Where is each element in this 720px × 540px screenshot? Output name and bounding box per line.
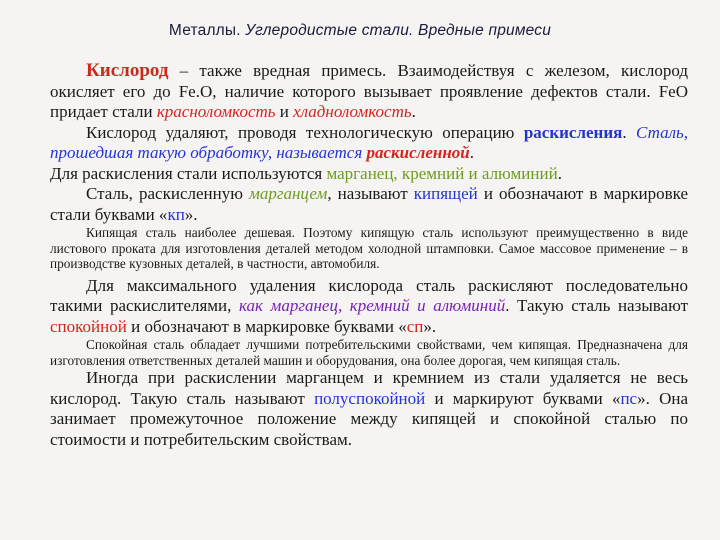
- term-sp: сп: [406, 316, 424, 336]
- title-main: Металлы.: [168, 22, 241, 39]
- term-deoxidation: раскисления: [523, 122, 623, 142]
- term-semikilled: полуспокойной: [314, 388, 426, 408]
- paragraph-deoxidation: Кислород удаляют, проводя технологическую операцию раскисления. Сталь, прошедшая такую обработку, называется раскисленной.: [50, 122, 688, 162]
- paragraph-deoxidizers: Для раскисления стали используются марганец, кремний и алюминий.: [50, 163, 562, 183]
- paragraph-killed-steel: Для максимального удаления кислорода сталь раскисляют последовательно такими раскислителями, как марганец, кремний и алюминий. Такую сталь называют спокойной и обозначают в маркировке буквами «сп».: [50, 275, 688, 336]
- term-rimmed: кипящей: [413, 184, 478, 203]
- term-killed: спокойной: [50, 316, 127, 336]
- term-cold-brittleness: хладноломкость: [293, 102, 412, 121]
- term-red-brittleness: красноломкость: [156, 102, 276, 121]
- term-deoxidizers: марганец, кремний и алюминий: [326, 163, 558, 183]
- term-deoxidized: раскисленной: [366, 143, 470, 162]
- term-deoxidizer-list: как марганец, кремний и алюминий: [238, 296, 506, 316]
- term-kp: кп: [167, 204, 185, 224]
- paragraph-oxygen-intro: Кислород – также вредная примесь. Взаимодействуя с железом, кислород окисляет его до Fe.O, наличие которого вызывает проявление дефектов стали. FeO придает стали красноломкость и хладноломкость.: [50, 60, 688, 121]
- title-sub: Углеродистые стали. Вредные примеси: [245, 22, 552, 39]
- term-manganese: марганцем: [249, 184, 328, 203]
- slide-body: [50, 61, 688, 450]
- term-ps: пс: [620, 388, 638, 408]
- paragraph-semikilled-steel: Иногда при раскислении марганцем и кремнием из стали удаляется не весь кислород. Такую сталь называют полуспокойной и маркируют буквами «пс». Она занимает промежуточное положение между кипящей и спокойной сталью по стоимости и потребительским свойствам.: [50, 368, 689, 449]
- slide-title: [0, 22, 720, 40]
- paragraph-killed-note: Спокойная сталь обладает лучшими потребительскими свойствами, чем кипящая. Предназначена для изготовления ответственных деталей машин и оборудования, она более дорогая, чем кипящая сталь.: [50, 337, 688, 368]
- keyword-oxygen: Кислород: [86, 60, 169, 81]
- paragraph-rimmed-steel: Сталь, раскисленную марганцем, называют кипящей и обозначают в маркировке стали буквами «кп».: [50, 184, 688, 224]
- paragraph-rimmed-note: Кипящая сталь наиболее дешевая. Поэтому кипящую сталь используют преимущественно в виде листового проката для изготовления деталей методом холодной штамповки. Самое массовое применение – в производстве кузовных деталей, в частности, автомобиля.: [50, 225, 688, 272]
